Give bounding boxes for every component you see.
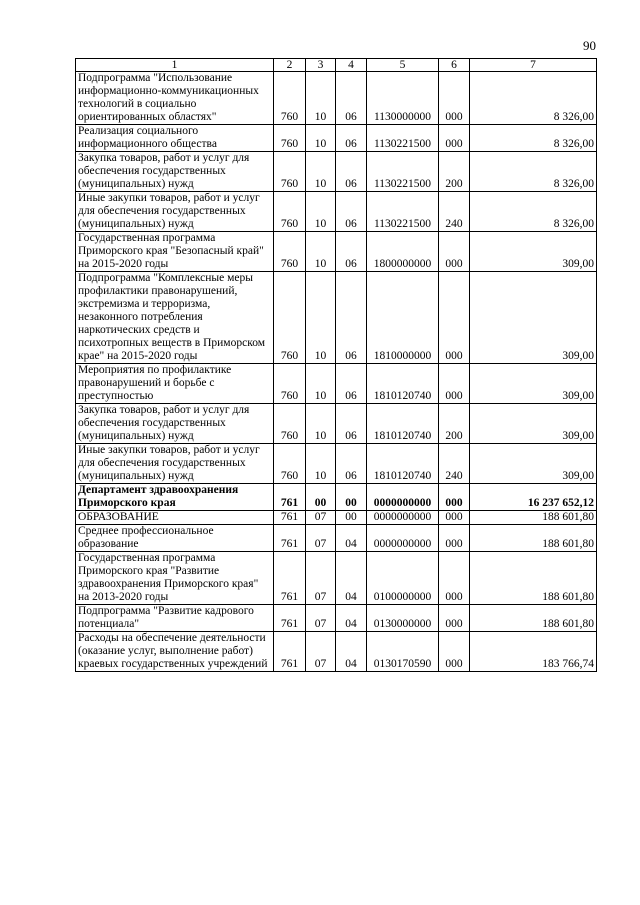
column-header: 5 (367, 59, 439, 72)
amount-cell: 8 326,00 (470, 72, 597, 125)
code-column-6: 200 (439, 152, 470, 192)
amount-cell: 16 237 652,12 (470, 484, 597, 511)
code-column-6: 000 (439, 552, 470, 605)
code-column-3: 07 (306, 525, 336, 552)
amount-cell: 8 326,00 (470, 125, 597, 152)
table-row (76, 232, 597, 272)
amount-cell: 8 326,00 (470, 152, 597, 192)
code-column-3: 10 (306, 364, 336, 404)
code-column-2: 760 (274, 404, 306, 444)
item-name-cell: Подпрограмма "Комплексные меры профилактики правонарушений, экстремизма и терроризма, незаконного потребления наркотических средств и психотропных веществ в Приморском крае" на 2015-2020 годы (76, 272, 274, 364)
amount-cell: 309,00 (470, 364, 597, 404)
table-row (76, 525, 597, 552)
item-name-cell: Закупка товаров, работ и услуг для обеспечения государственных (муниципальных) нужд (76, 152, 274, 192)
code-column-4: 04 (336, 552, 367, 605)
code-column-6: 000 (439, 364, 470, 404)
code-column-5: 1130221500 (367, 152, 439, 192)
amount-cell: 309,00 (470, 444, 597, 484)
item-name-cell: Департамент здравоохранения Приморского края (76, 484, 274, 511)
code-column-4: 00 (336, 484, 367, 511)
table-row (76, 72, 597, 125)
code-column-2: 761 (274, 552, 306, 605)
code-column-2: 760 (274, 192, 306, 232)
code-column-5: 1130000000 (367, 72, 439, 125)
code-column-2: 761 (274, 632, 306, 672)
budget-table (75, 58, 597, 672)
table-row (76, 511, 597, 525)
code-column-2: 760 (274, 444, 306, 484)
code-column-4: 06 (336, 125, 367, 152)
code-column-2: 760 (274, 232, 306, 272)
code-column-2: 761 (274, 605, 306, 632)
table-header-row (76, 59, 597, 72)
item-name-cell: Государственная программа Приморского края "Безопасный край" на 2015-2020 годы (76, 232, 274, 272)
code-column-4: 06 (336, 444, 367, 484)
code-column-5: 0100000000 (367, 552, 439, 605)
table-row (76, 632, 597, 672)
table-row (76, 605, 597, 632)
amount-cell: 309,00 (470, 404, 597, 444)
code-column-4: 06 (336, 192, 367, 232)
code-column-5: 1800000000 (367, 232, 439, 272)
table-row (76, 125, 597, 152)
column-header: 1 (76, 59, 274, 72)
code-column-3: 07 (306, 511, 336, 525)
code-column-3: 00 (306, 484, 336, 511)
code-column-4: 06 (336, 232, 367, 272)
code-column-5: 1810120740 (367, 444, 439, 484)
amount-cell: 8 326,00 (470, 192, 597, 232)
code-column-4: 06 (336, 364, 367, 404)
code-column-5: 1130221500 (367, 125, 439, 152)
code-column-4: 00 (336, 511, 367, 525)
code-column-3: 10 (306, 404, 336, 444)
table-row (76, 192, 597, 232)
code-column-3: 07 (306, 632, 336, 672)
column-header: 3 (306, 59, 336, 72)
item-name-cell: Государственная программа Приморского края "Развитие здравоохранения Приморского края" на 2013-2020 годы (76, 552, 274, 605)
code-column-6: 200 (439, 404, 470, 444)
code-column-4: 06 (336, 404, 367, 444)
code-column-3: 10 (306, 192, 336, 232)
item-name-cell: Иные закупки товаров, работ и услуг для обеспечения государственных (муниципальных) нужд (76, 192, 274, 232)
code-column-5: 0000000000 (367, 511, 439, 525)
table-row (76, 364, 597, 404)
amount-cell: 309,00 (470, 272, 597, 364)
item-name-cell: Среднее профессиональное образование (76, 525, 274, 552)
amount-cell: 188 601,80 (470, 552, 597, 605)
item-name-cell: Мероприятия по профилактике правонарушений и борьбе с преступностью (76, 364, 274, 404)
code-column-5: 1810120740 (367, 364, 439, 404)
table-row (76, 444, 597, 484)
amount-cell: 188 601,80 (470, 605, 597, 632)
code-column-3: 07 (306, 605, 336, 632)
column-header: 2 (274, 59, 306, 72)
code-column-5: 1810120740 (367, 404, 439, 444)
column-header: 7 (470, 59, 597, 72)
code-column-4: 04 (336, 525, 367, 552)
code-column-2: 760 (274, 152, 306, 192)
code-column-6: 000 (439, 72, 470, 125)
code-column-2: 760 (274, 72, 306, 125)
code-column-6: 000 (439, 272, 470, 364)
code-column-2: 761 (274, 511, 306, 525)
code-column-5: 1810000000 (367, 272, 439, 364)
code-column-3: 10 (306, 152, 336, 192)
code-column-6: 000 (439, 525, 470, 552)
table-row (76, 484, 597, 511)
code-column-5: 0130170590 (367, 632, 439, 672)
code-column-6: 000 (439, 605, 470, 632)
amount-cell: 188 601,80 (470, 511, 597, 525)
code-column-6: 000 (439, 125, 470, 152)
code-column-3: 10 (306, 232, 336, 272)
code-column-3: 10 (306, 272, 336, 364)
code-column-2: 760 (274, 125, 306, 152)
code-column-5: 1130221500 (367, 192, 439, 232)
code-column-2: 761 (274, 525, 306, 552)
page-number: 90 (583, 38, 596, 53)
amount-cell: 183 766,74 (470, 632, 597, 672)
item-name-cell: ОБРАЗОВАНИЕ (76, 511, 274, 525)
code-column-5: 0000000000 (367, 525, 439, 552)
column-header: 6 (439, 59, 470, 72)
code-column-6: 000 (439, 484, 470, 511)
code-column-4: 04 (336, 605, 367, 632)
code-column-2: 760 (274, 272, 306, 364)
column-header: 4 (336, 59, 367, 72)
code-column-6: 240 (439, 192, 470, 232)
item-name-cell: Расходы на обеспечение деятельности (оказание услуг, выполнение работ) краевых государственных учреждений (76, 632, 274, 672)
table-row (76, 272, 597, 364)
code-column-4: 06 (336, 152, 367, 192)
item-name-cell: Реализация социального информационного общества (76, 125, 274, 152)
code-column-3: 10 (306, 72, 336, 125)
code-column-3: 10 (306, 444, 336, 484)
code-column-2: 760 (274, 364, 306, 404)
code-column-6: 000 (439, 232, 470, 272)
item-name-cell: Подпрограмма "Использование информационно-коммуникационных технологий в социально ориентированных областях" (76, 72, 274, 125)
code-column-6: 000 (439, 632, 470, 672)
code-column-6: 000 (439, 511, 470, 525)
code-column-4: 06 (336, 72, 367, 125)
code-column-2: 761 (274, 484, 306, 511)
table-row (76, 552, 597, 605)
item-name-cell: Иные закупки товаров, работ и услуг для обеспечения государственных (муниципальных) нужд (76, 444, 274, 484)
table-row (76, 404, 597, 444)
code-column-6: 240 (439, 444, 470, 484)
code-column-3: 10 (306, 125, 336, 152)
table-row (76, 152, 597, 192)
item-name-cell: Закупка товаров, работ и услуг для обеспечения государственных (муниципальных) нужд (76, 404, 274, 444)
code-column-3: 07 (306, 552, 336, 605)
code-column-5: 0000000000 (367, 484, 439, 511)
amount-cell: 309,00 (470, 232, 597, 272)
amount-cell: 188 601,80 (470, 525, 597, 552)
code-column-5: 0130000000 (367, 605, 439, 632)
code-column-4: 06 (336, 272, 367, 364)
code-column-4: 04 (336, 632, 367, 672)
item-name-cell: Подпрограмма "Развитие кадрового потенциала" (76, 605, 274, 632)
